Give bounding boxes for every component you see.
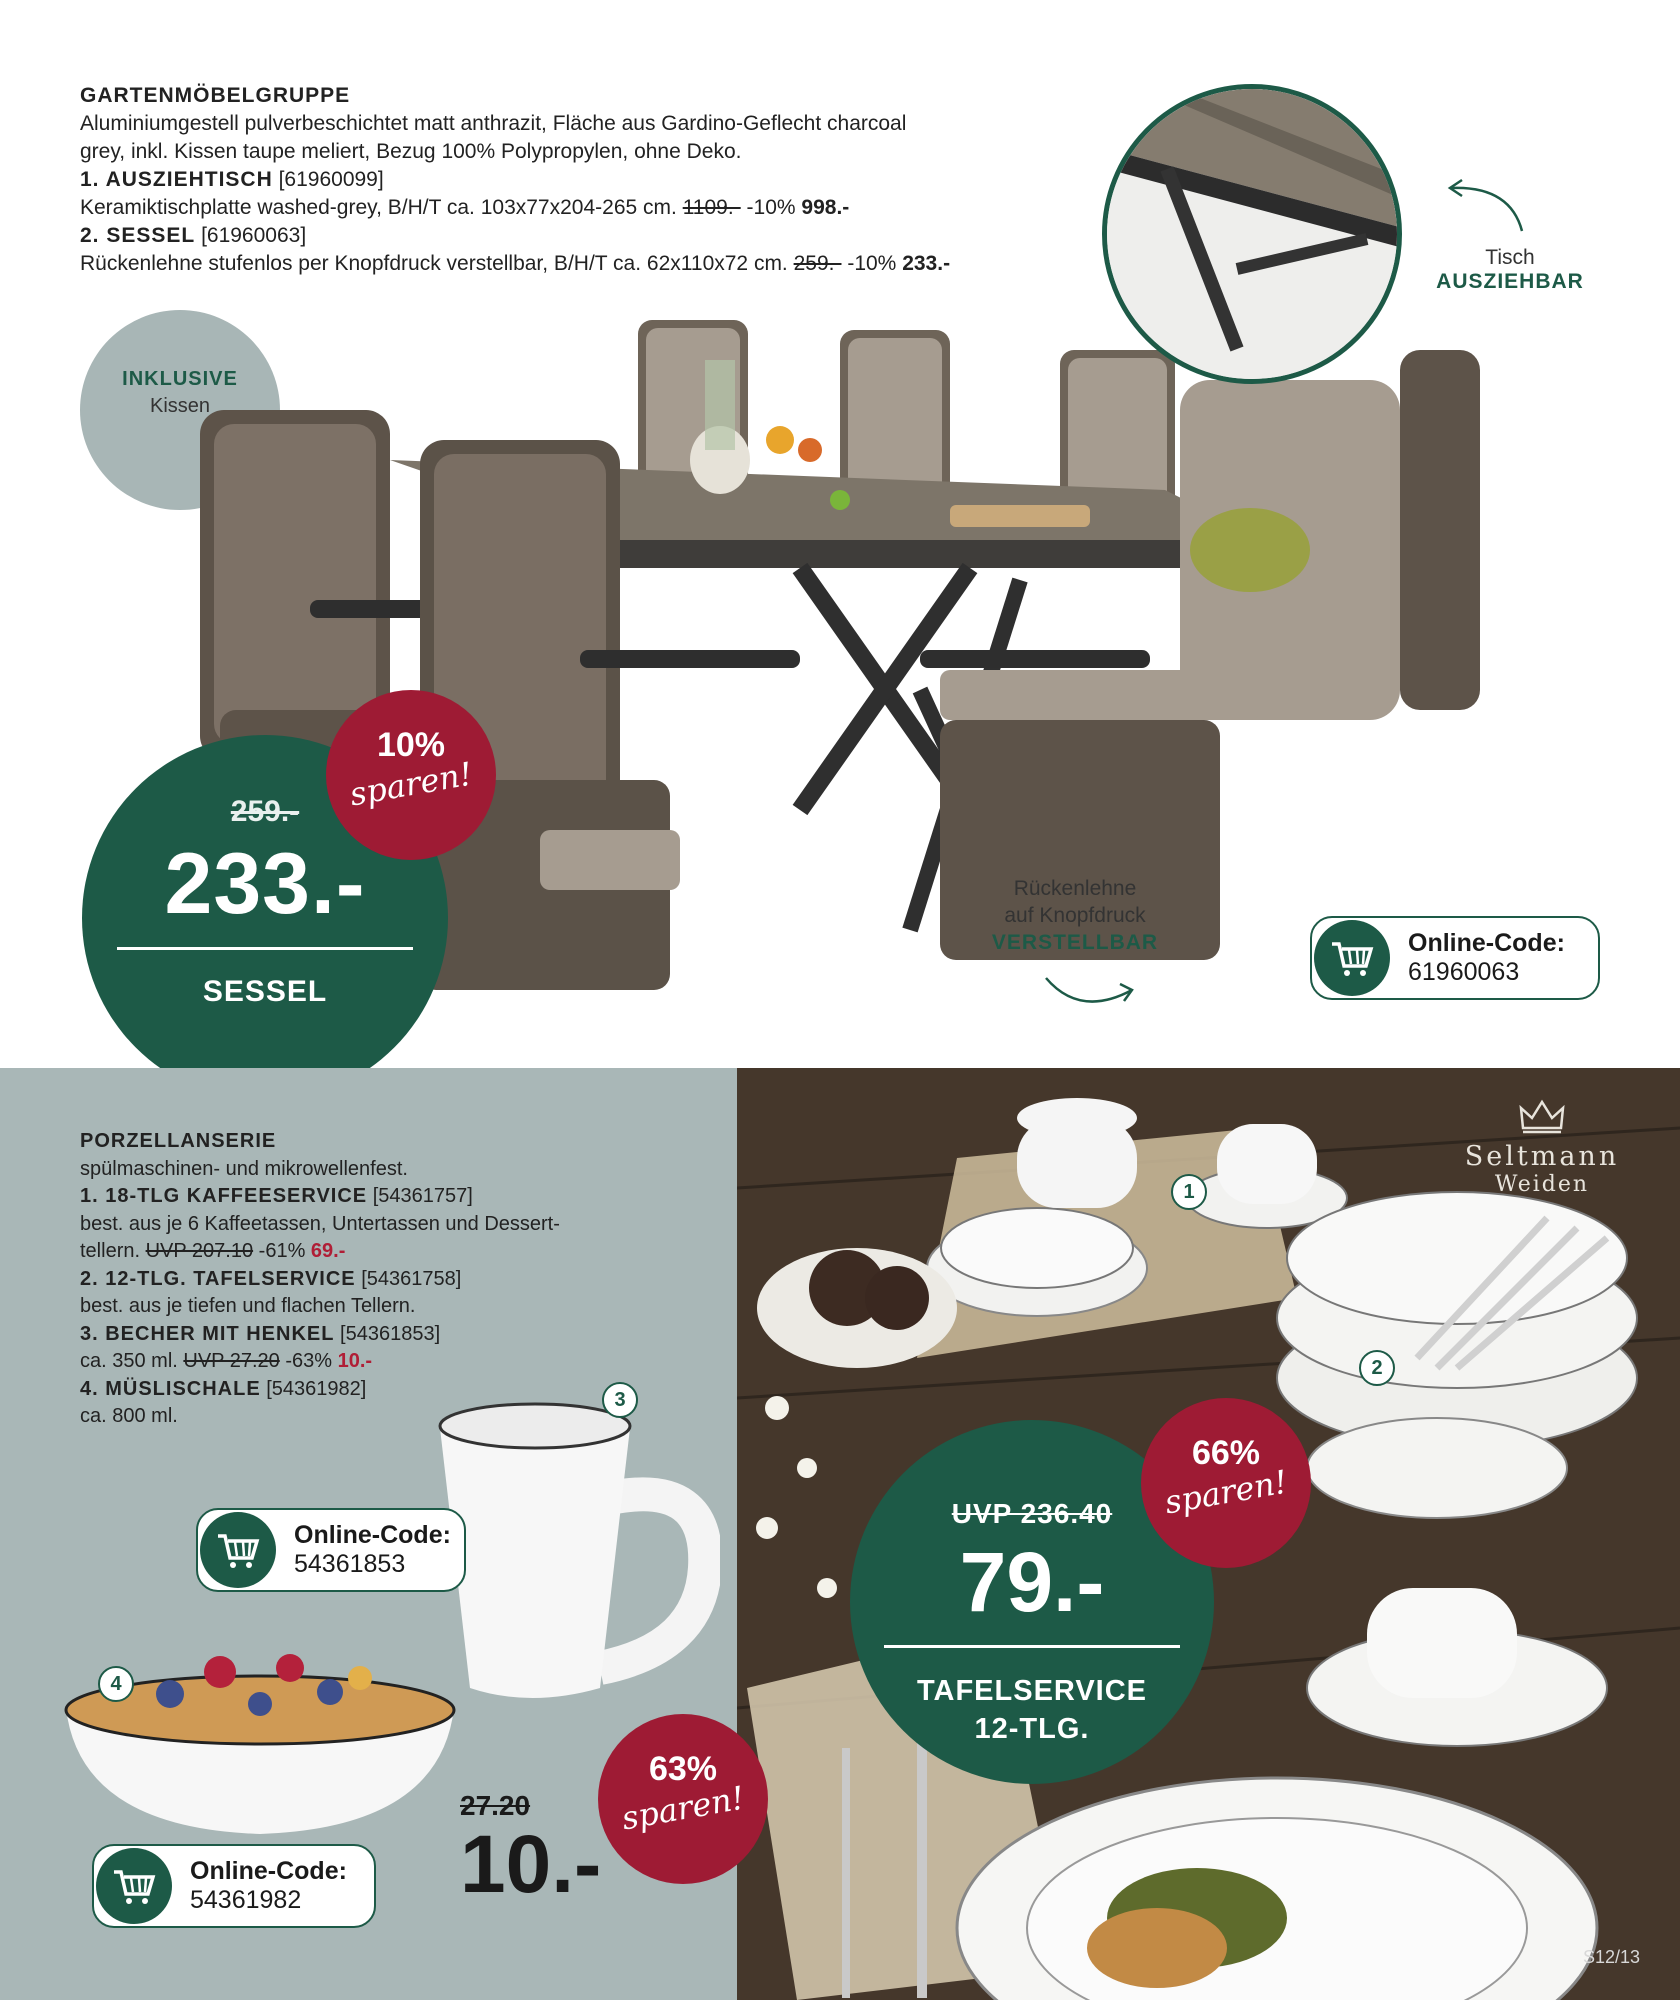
garden-description <box>80 82 1080 278</box>
tableware-price-badge: UVP 236.40 79.- TAFELSERVICE 12-TLG. <box>850 1420 1214 1784</box>
seltmann-logo: Seltmann Weiden <box>1437 1098 1647 1197</box>
curved-arrow-icon <box>1040 968 1140 1012</box>
online-code-value: 61960063 <box>1408 958 1520 986</box>
online-code-chair[interactable]: Online-Code: 61960063 <box>1310 916 1600 1000</box>
chair-details: Rückenlehne stufenlos per Knopfdruck verstellbar, B/H/T ca. 62x110x72 cm. 259.- -10% 233.- <box>80 252 951 275</box>
tisch-ausziehbar-note: Tisch AUSZIEHBAR <box>1436 246 1584 293</box>
inklusive-kissen-badge: INKLUSIVE Kissen <box>80 310 280 510</box>
tableware-photo-section <box>737 1068 1680 2000</box>
backrest-note: Rückenlehne auf Knopfdruck VERSTELLBAR <box>991 877 1159 954</box>
save-66-badge: 66% sparen! <box>1141 1398 1311 1568</box>
badge-4: 4 <box>98 1666 134 1702</box>
mug-price: 27.20 10.- <box>460 1790 602 1910</box>
curved-arrow-icon <box>1440 176 1530 236</box>
badge-1: 1 <box>1171 1174 1207 1210</box>
save-10-badge: 10% sparen! <box>326 690 496 860</box>
table-price: 998.- <box>801 196 850 219</box>
save-63-badge: 63% sparen! <box>598 1714 768 1884</box>
online-code-mug[interactable]: Online-Code: 54361853 <box>196 1508 466 1592</box>
table-heading: 1. AUSZIEHTISCH [61960099] <box>80 168 384 191</box>
porcelain-description: PORZELLANSERIE spülmaschinen- und mikrowellenfest. 1. 18-TLG KAFFEESERVICE [54361757] best. aus je 6 Kaffeetassen, Untertassen und Dessert- tellern. UVP 207.10 -61% 69.- 2. 12-TLG. TAFELSERVICE [54361758] best. aus je tiefen und flachen Tellern. 3. BECHER MIT HENKEL [54361853] ca. 350 ml. UVP 27.20 -63% 10.- 4. MÜSLISCHALE [54361982] ca. 800 ml. <box>80 1130 560 1427</box>
garden-line-2: grey, inkl. Kissen taupe meliert, Bezug 100% Polypropylen, ohne Deko. <box>80 140 742 163</box>
chair-price: 233.- <box>902 252 951 275</box>
badge-2: 2 <box>1359 1350 1395 1386</box>
cart-icon <box>200 1512 276 1588</box>
table-detail-zoom <box>1102 84 1402 384</box>
cart-icon <box>1314 920 1390 996</box>
badge-3: 3 <box>602 1382 638 1418</box>
page-number: S12/13 <box>1582 1947 1640 1967</box>
table-old-price: 1109.- <box>682 196 741 219</box>
cart-icon <box>96 1848 172 1924</box>
price-divider <box>117 947 413 950</box>
table-details: Keramiktischplatte washed-grey, B/H/T ca. 103x77x204-265 cm. 1109.- -10% 998.- <box>80 196 850 219</box>
crown-icon <box>1517 1098 1567 1134</box>
chair-price-badge: 259.- 233.- SESSEL <box>82 735 448 1068</box>
garden-title: GARTENMÖBELGRUPPE <box>80 84 351 107</box>
chair-old-price: 259.- <box>793 252 842 275</box>
garden-line-1: Aluminiumgestell pulverbeschichtet matt anthrazit, Fläche aus Gardino-Geflecht charcoal <box>80 112 907 135</box>
table-extension-detail-image <box>1107 89 1402 384</box>
online-code-bowl[interactable]: Online-Code: 54361982 <box>92 1844 376 1928</box>
chair-heading: 2. SESSEL [61960063] <box>80 224 307 247</box>
price-divider <box>884 1645 1180 1648</box>
